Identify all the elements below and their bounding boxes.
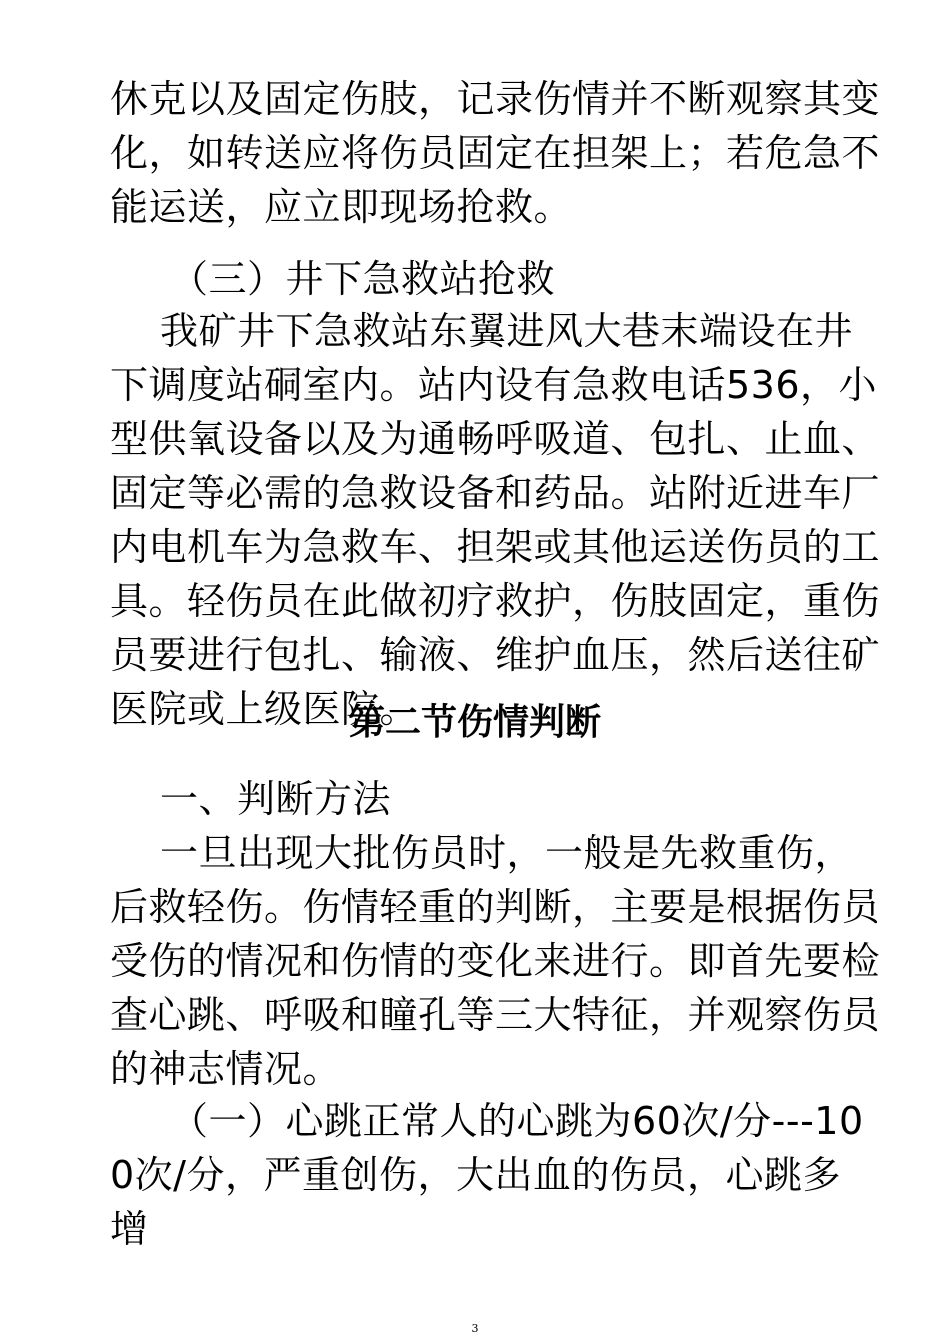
- paragraph-line: 员要进行包扎、输液、维护血压，然后送往矿: [110, 633, 881, 677]
- paragraph-line: 内电机车为急救车、担架或其他运送伤员的工: [110, 525, 881, 569]
- paragraph-line: 一旦出现大批伤员时，一般是先救重伤，: [160, 831, 854, 875]
- paragraph-line: 具。轻伤员在此做初疗救护，伤肢固定，重伤: [110, 579, 881, 623]
- paragraph-line: 休克以及固定伤肢，记录伤情并不断观察其变: [110, 77, 881, 121]
- subsection-heading: （三）井下急救站抢救: [170, 257, 556, 301]
- paragraph-line: 能运送，应立即现场抢救。: [110, 185, 573, 229]
- paragraph-line: 0次/分，严重创伤，大出血的伤员，心跳多: [110, 1153, 841, 1197]
- paragraph-line: 化，如转送应将伤员固定在担架上；若危急不: [110, 131, 881, 175]
- page-number: 3: [471, 1322, 479, 1335]
- paragraph-line: 我矿井下急救站东翼进风大巷末端设在井: [160, 309, 854, 353]
- paragraph-line: 型供氧设备以及为通畅呼吸道、包扎、止血、: [110, 417, 881, 461]
- paragraph-line: 固定等必需的急救设备和药品。站附近进车厂: [110, 471, 881, 515]
- paragraph-line: 增: [110, 1207, 149, 1251]
- paragraph-line: 查心跳、呼吸和瞳孔等三大特征，并观察伤员: [110, 993, 881, 1037]
- section-heading: 第二节伤情判断: [348, 702, 601, 743]
- paragraph-line: 后救轻伤。伤情轻重的判断，主要是根据伤员: [110, 885, 881, 929]
- subsection-heading: 一、判断方法: [160, 777, 392, 821]
- paragraph-line: 的神志情况。: [110, 1047, 342, 1091]
- paragraph-line: 受伤的情况和伤情的变化来进行。即首先要检: [110, 939, 881, 983]
- paragraph-line: 医院或上级医院。: [110, 687, 419, 731]
- paragraph-line: （一）心跳正常人的心跳为60次/分---10: [170, 1099, 864, 1143]
- paragraph-line: 下调度站硐室内。站内设有急救电话536，小: [110, 363, 878, 407]
